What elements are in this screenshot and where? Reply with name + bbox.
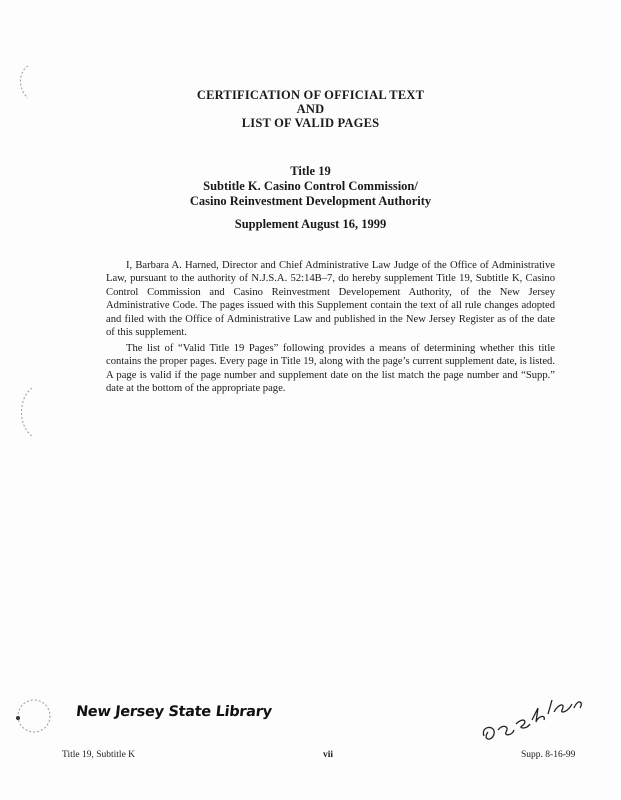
certification-line-2: AND [296,102,325,116]
handwritten-signature [476,688,586,750]
punch-hole-mark-middle [14,384,50,440]
subtitle-line-1: Subtitle K. Casino Control Commission/ [203,179,418,193]
title-info [0,164,621,209]
title-number: Title 19 [290,164,331,178]
certification-line-1: CERTIFICATION OF OFFICIAL TEXT [196,88,425,102]
supplement-date: Supplement August 16, 1999 [234,217,387,231]
footer-supplement: Supp. 8-16-99 [521,750,576,760]
certification-line-3: LIST OF VALID PAGES [241,116,380,130]
certification-paragraph: I, Barbara A. Harned, Director and Chief Administrative Law Judge of the Office of Administrative Law, pursuant to the authority of N.J.S.A. 52:14B–7, do hereby supplement Title 19, Subtitle K, Casino Control Commission and Casino Reinvestment Developement Authority, of the New Jersey Administrative Code. The pages issued with this Supplement contain the text of all rule changes adopted and filed with the Office of Administrative Law and published in the New Jersey Register as of the date of this supplement. [106,260,555,339]
library-stamp: New Jersey State Library [75,704,273,720]
punch-hole-mark-bottom [10,694,54,738]
valid-pages-paragraph: The list of “Valid Title 19 Pages” following provides a means of determining whether this title contains the proper pages. Every page in Title 19, along with the page’s current supplement date, is listed. A page is valid if the page number and supplement date on the list match the page number and “Supp.” date at the bottom of the appropriate page. [106,343,555,395]
certification-heading [0,88,621,130]
subtitle-line-2: Casino Reinvestment Development Authority [189,194,432,208]
footer-title: Title 19, Subtitle K [62,750,136,760]
footer-page-number: vii [323,750,334,760]
